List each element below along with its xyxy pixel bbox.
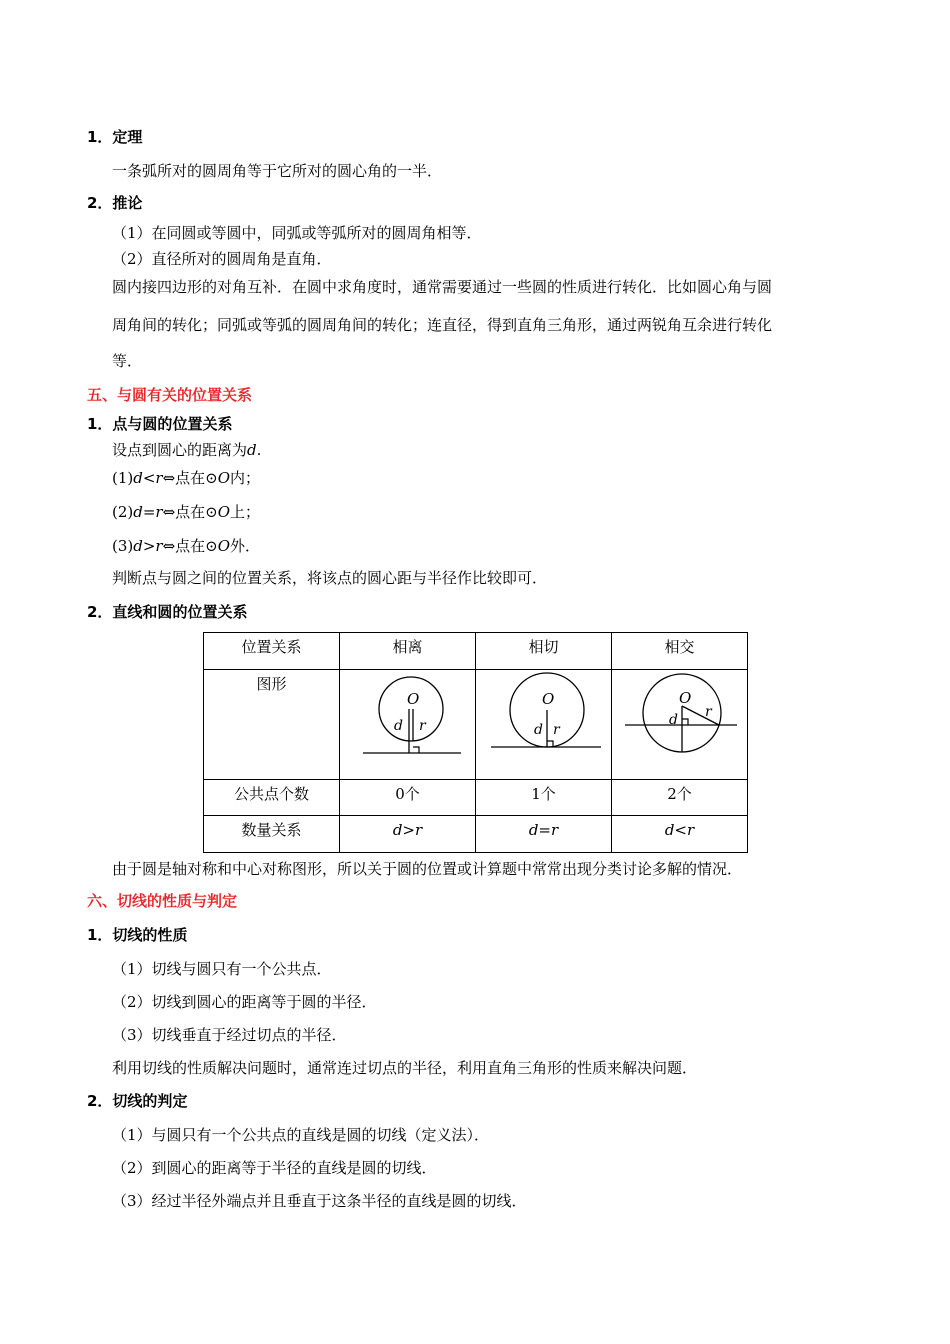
count-cell: 0个 xyxy=(340,780,476,816)
header-cell: 位置关系 xyxy=(204,633,340,670)
theorem-text: 一条弧所对的圆周角等于它所对的圆心角的一半． xyxy=(112,162,443,180)
radius-label: r xyxy=(552,722,560,738)
relation-cell: d<r xyxy=(612,816,748,853)
table-count-row xyxy=(204,780,748,816)
relation-cell: d>r xyxy=(340,816,476,853)
table-relation-row xyxy=(204,816,748,853)
line-circle-table xyxy=(203,632,748,853)
corollary-note-line-1: 圆内接四边形的对角互补．在圆中求角度时，通常需要通过一些圆的性质进行转化．比如圆心角与圆 xyxy=(112,278,773,296)
point-case-inside: (1)d<r⇔点在⊙O内； xyxy=(112,469,261,487)
separate-diagram xyxy=(343,670,473,778)
circle-shape xyxy=(379,677,443,741)
table-figure-row xyxy=(204,670,748,780)
center-label: O xyxy=(406,690,419,708)
count-label-cell: 公共点个数 xyxy=(204,780,340,816)
distance-label: d xyxy=(393,718,403,734)
radius-label: r xyxy=(704,704,712,720)
section-six-title: 六、切线的性质与判定 xyxy=(87,892,238,910)
intersect-diagram xyxy=(615,670,745,778)
center-label: O xyxy=(678,689,691,707)
tangent-property-3: （3）切线垂直于经过切点的半径． xyxy=(112,1026,347,1044)
tangent-judge-1: （1）与圆只有一个公共点的直线是圆的切线（定义法）． xyxy=(112,1126,490,1144)
corollary-note-line-2: 周角间的转化；同弧或等弧的圆周角间的转化；连直径，得到直角三角形，通过两锐角互余进行转化 xyxy=(112,316,773,334)
line-circle-summary: 由于圆是轴对称和中心对称图形，所以关于圆的位置或计算题中常常出现分类讨论多解的情况． xyxy=(112,860,743,878)
header-cell: 相切 xyxy=(476,633,612,670)
figure-tangent-cell xyxy=(476,670,612,780)
tangent-property-note: 利用切线的性质解决问题时，通常连过切点的半径，利用直角三角形的性质来解决问题． xyxy=(112,1059,698,1077)
relation-cell: d=r xyxy=(476,816,612,853)
tangent-property-2: （2）切线到圆心的距离等于圆的半径． xyxy=(112,993,377,1011)
tangent-judge-heading: 2．切线的判定 xyxy=(87,1092,188,1110)
right-angle-mark xyxy=(413,747,419,753)
point-case-outside: (3)d>r⇔点在⊙O外． xyxy=(112,537,261,555)
point-circle-heading: 1．点与圆的位置关系 xyxy=(87,415,233,433)
radius-label: r xyxy=(418,718,426,734)
count-cell: 2个 xyxy=(612,780,748,816)
figure-intersect-cell xyxy=(612,670,748,780)
corollary-item-1: （1）在同圆或等圆中，同弧或等弧所对的圆周角相等． xyxy=(112,224,482,242)
figure-separate-cell xyxy=(340,670,476,780)
tangent-diagram xyxy=(479,670,609,778)
corollary-item-2: （2）直径所对的圆周角是直角． xyxy=(112,250,332,268)
distance-label: d xyxy=(533,722,543,738)
tangent-judge-3: （3）经过半径外端点并且垂直于这条半径的直线是圆的切线． xyxy=(112,1192,527,1210)
center-label: O xyxy=(541,690,554,708)
tangent-property-heading: 1．切线的性质 xyxy=(87,926,188,944)
relation-label-cell: 数量关系 xyxy=(204,816,340,853)
right-angle-mark xyxy=(682,719,688,725)
section-five-title: 五、与圆有关的位置关系 xyxy=(87,386,253,404)
distance-label: d xyxy=(668,712,678,728)
tangent-property-1: （1）切线与圆只有一个公共点． xyxy=(112,960,332,978)
count-cell: 1个 xyxy=(476,780,612,816)
table-header-row xyxy=(204,633,748,670)
line-circle-heading: 2．直线和圆的位置关系 xyxy=(87,603,248,621)
point-case-on: (2)d=r⇔点在⊙O上； xyxy=(112,503,261,521)
header-cell: 相交 xyxy=(612,633,748,670)
theorem-heading: 1．定理 xyxy=(87,128,143,146)
header-cell: 相离 xyxy=(340,633,476,670)
point-circle-intro: 设点到圆心的距离为d. xyxy=(112,441,262,459)
figure-label-cell: 图形 xyxy=(204,670,340,780)
corollary-note-line-3: 等． xyxy=(112,352,143,370)
corollary-heading: 2．推论 xyxy=(87,194,143,212)
point-circle-judge: 判断点与圆之间的位置关系，将该点的圆心距与半径作比较即可． xyxy=(112,569,548,587)
tangent-judge-2: （2）到圆心的距离等于半径的直线是圆的切线． xyxy=(112,1159,437,1177)
